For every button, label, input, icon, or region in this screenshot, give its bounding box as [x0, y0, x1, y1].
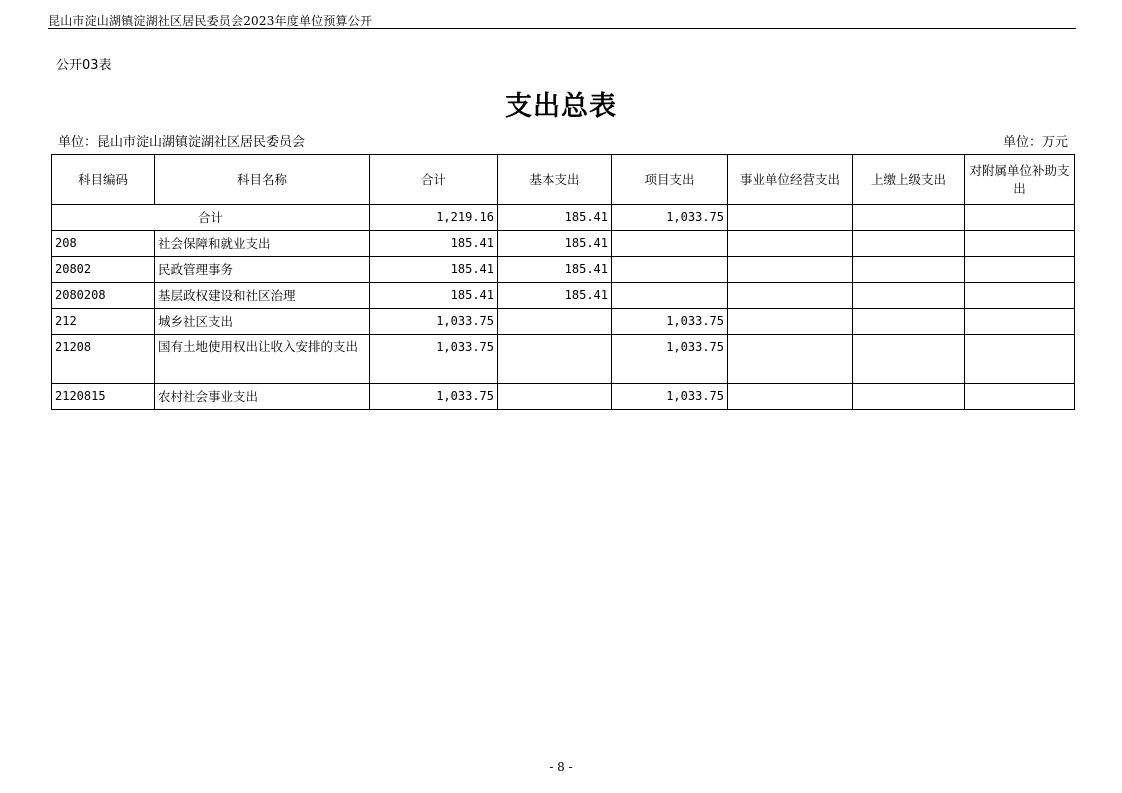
row-project: 1,033.75	[612, 384, 728, 410]
total-project: 1,033.75	[612, 205, 728, 231]
row-business	[728, 309, 853, 335]
row-upper	[853, 257, 965, 283]
row-project	[612, 257, 728, 283]
row-project: 1,033.75	[612, 309, 728, 335]
row-subsidy	[965, 231, 1075, 257]
total-upper	[853, 205, 965, 231]
row-upper	[853, 231, 965, 257]
header-divider	[48, 28, 1076, 29]
row-business	[728, 231, 853, 257]
row-basic	[498, 335, 612, 384]
header-upper: 上缴上级支出	[853, 155, 965, 205]
row-total: 185.41	[370, 257, 498, 283]
currency-unit: 单位：万元	[1002, 135, 1068, 150]
row-business	[728, 384, 853, 410]
header-total: 合计	[370, 155, 498, 205]
row-code: 212	[52, 309, 155, 335]
row-total: 1,033.75	[370, 309, 498, 335]
row-name: 社会保障和就业支出	[155, 231, 370, 257]
row-business	[728, 335, 853, 384]
row-upper	[853, 283, 965, 309]
row-upper	[853, 335, 965, 384]
row-basic: 185.41	[498, 283, 612, 309]
page-number: - 8 -	[549, 760, 573, 774]
reporting-unit: 单位：昆山市淀山湖镇淀湖社区居民委员会	[58, 135, 306, 150]
row-basic	[498, 309, 612, 335]
row-subsidy	[965, 384, 1075, 410]
row-project	[612, 283, 728, 309]
row-basic: 185.41	[498, 257, 612, 283]
table-row	[52, 335, 1075, 384]
row-code: 2080208	[52, 283, 155, 309]
row-business	[728, 257, 853, 283]
table-row	[52, 384, 1075, 410]
row-code: 20802	[52, 257, 155, 283]
row-subsidy	[965, 257, 1075, 283]
row-business	[728, 283, 853, 309]
header-code: 科目编码	[52, 155, 155, 205]
total-total: 1,219.16	[370, 205, 498, 231]
row-total: 185.41	[370, 283, 498, 309]
running-header-title: 昆山市淀山湖镇淀湖社区居民委员会2023年度单位预算公开	[48, 14, 373, 28]
header-basic: 基本支出	[498, 155, 612, 205]
table-header-row	[52, 155, 1075, 205]
row-subsidy	[965, 335, 1075, 384]
header-subsidy: 对附属单位补助支出	[965, 155, 1075, 205]
row-name: 基层政权建设和社区治理	[155, 283, 370, 309]
row-basic: 185.41	[498, 231, 612, 257]
expenditure-summary-table	[51, 154, 1075, 410]
row-name: 农村社会事业支出	[155, 384, 370, 410]
total-row	[52, 205, 1075, 231]
row-name: 民政管理事务	[155, 257, 370, 283]
header-name: 科目名称	[155, 155, 370, 205]
total-basic: 185.41	[498, 205, 612, 231]
total-business	[728, 205, 853, 231]
row-total: 1,033.75	[370, 335, 498, 384]
row-code: 21208	[52, 335, 155, 384]
header-project: 项目支出	[612, 155, 728, 205]
row-total: 185.41	[370, 231, 498, 257]
header-business: 事业单位经营支出	[728, 155, 853, 205]
row-upper	[853, 384, 965, 410]
total-label: 合计	[52, 205, 370, 231]
row-code: 208	[52, 231, 155, 257]
form-number: 公开03表	[56, 58, 112, 73]
table-row	[52, 257, 1075, 283]
row-basic	[498, 384, 612, 410]
row-total: 1,033.75	[370, 384, 498, 410]
row-upper	[853, 309, 965, 335]
row-subsidy	[965, 283, 1075, 309]
row-subsidy	[965, 309, 1075, 335]
row-code: 2120815	[52, 384, 155, 410]
total-subsidy	[965, 205, 1075, 231]
row-project: 1,033.75	[612, 335, 728, 384]
row-name: 城乡社区支出	[155, 309, 370, 335]
table-row	[52, 283, 1075, 309]
row-name: 国有土地使用权出让收入安排的支出	[155, 335, 370, 384]
table-row	[52, 309, 1075, 335]
page-title: 支出总表	[505, 91, 617, 122]
table-row	[52, 231, 1075, 257]
row-project	[612, 231, 728, 257]
